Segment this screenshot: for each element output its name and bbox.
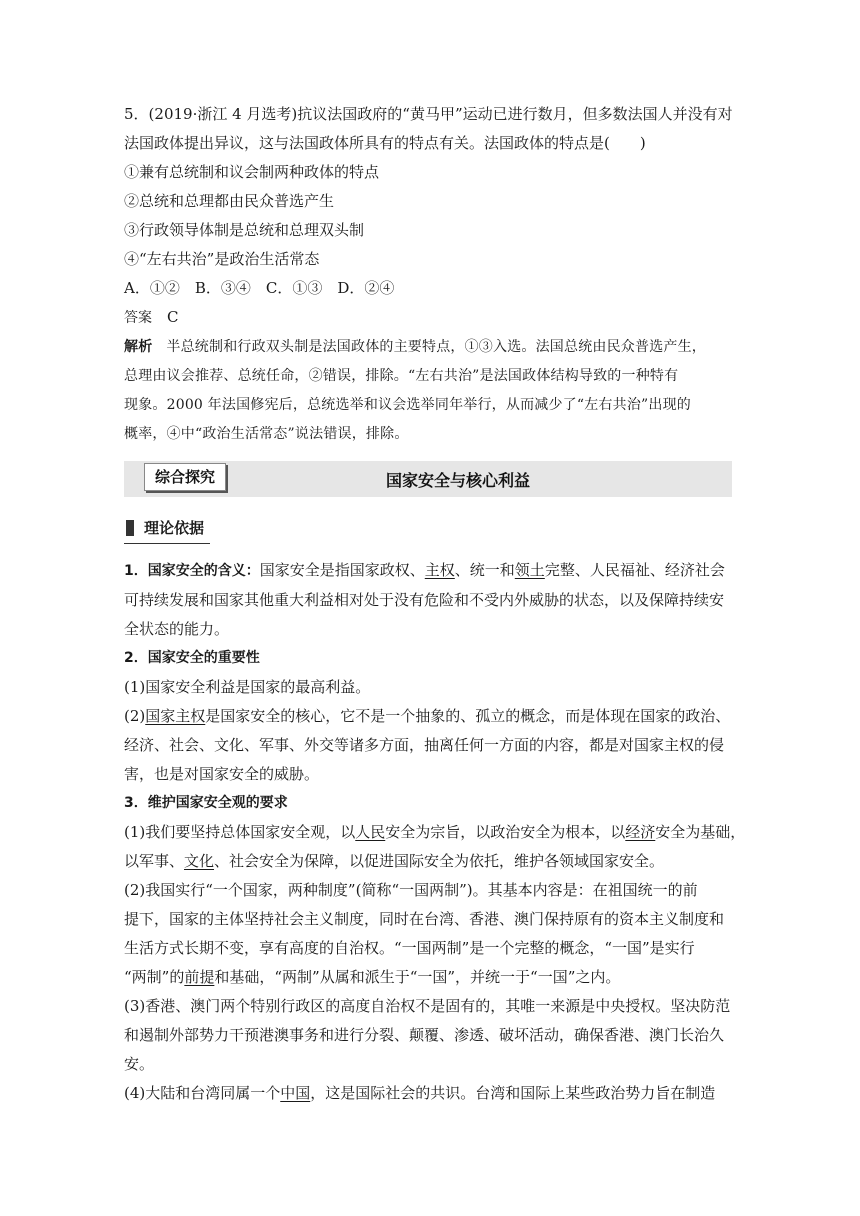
point-3-1-line-1 xyxy=(124,818,746,847)
text: 以军事、 xyxy=(124,852,185,870)
text: 安全为基础， xyxy=(655,823,746,841)
explanation-label: 解析 xyxy=(124,339,153,355)
point-3-3-line-1: (3)香港、澳门两个特别行政区的高度自治权不是固有的，其唯一来源是中央授权。坚决防范 xyxy=(124,997,731,1015)
point-1-label: 1．国家安全的含义： xyxy=(124,563,260,579)
point-2-1: (1)国家安全利益是国家的最高利益。 xyxy=(124,678,371,696)
page-content xyxy=(124,100,746,1108)
underlined-term: 人民 xyxy=(355,823,386,841)
underlined-term: 前提 xyxy=(184,968,215,986)
question-item-2: ②总统和总理都由民众普选产生 xyxy=(124,192,335,210)
point-2-2-line-1 xyxy=(124,702,736,731)
text: (4)大陆和台湾同属一个 xyxy=(124,1084,281,1102)
point-1-line-3: 全状态的能力。 xyxy=(124,620,230,638)
answer-options: A．①② B．③④ C．①③ D．②④ xyxy=(124,279,395,297)
underlined-term: 经济 xyxy=(625,823,656,841)
answer-line xyxy=(124,303,736,333)
point-3-2-line-3: 生活方式长期不变，享有高度的自治权。“一国两制”是一个完整的概念，“一国”是实行 xyxy=(124,939,695,957)
text: 、统一和 xyxy=(454,561,515,579)
point-1-line-2: 可持续发展和国家其他重大利益相对处于没有危险和不受内外威胁的状态，以及保障持续安 xyxy=(124,591,725,609)
text: 完整、人民福祉、经济社会 xyxy=(544,561,725,579)
text: 和基础，“两制”从属和派生于“一国”，并统一于“一国”之内。 xyxy=(214,968,621,986)
section-title: 理论依据 xyxy=(144,519,205,537)
question-stem-line-1: 5．(2019·浙江 4 月选考)抗议法国政府的“黄马甲”运动已进行数月，但多数法国人并没有对 xyxy=(124,105,733,123)
question-item-1: ①兼有总统制和议会制两种政体的特点 xyxy=(124,163,380,181)
explanation xyxy=(124,333,736,449)
text: ，这是国际社会的共识。台湾和国际上某些政治势力旨在制造 xyxy=(310,1084,716,1102)
point-3-3-line-2: 和遏制外部势力干预港澳事务和进行分裂、颠覆、渗透、破坏活动，确保香港、澳门长治久 xyxy=(124,1026,725,1044)
question-stem-line-2: 法国政体提出异议，这与法国政体所具有的特点有关。法国政体的特点是( ) xyxy=(124,134,646,152)
question-item-4: ④“左右共治”是政治生活常态 xyxy=(124,250,320,268)
text: 安全为宗旨，以政治安全为根本，以 xyxy=(385,823,626,841)
underlined-term: 中国 xyxy=(280,1084,311,1102)
explanation-line-1: 半总统制和行政双头制是法国政体的主要特点，①③入选。法国总统由民众普选产生， xyxy=(166,339,707,355)
explanation-line-2: 总理由议会推荐、总统任命，②错误，排除。“左右共治”是法国政体结构导致的一种特有 xyxy=(124,368,679,384)
banner-tab: 综合探究 xyxy=(144,463,226,491)
text: 、社会安全为保障，以促进国际安全为依托，维护各领域国家安全。 xyxy=(214,852,665,870)
point-2-2-line-3: 害，也是对国家安全的威胁。 xyxy=(124,765,320,783)
point-3-label: 3．维护国家安全观的要求 xyxy=(124,795,288,811)
underlined-term: 文化 xyxy=(184,852,215,870)
point-2-2-line-2: 经济、社会、文化、军事、外交等诸多方面，抽离任何一方面的内容，都是对国家主权的侵 xyxy=(124,736,725,754)
text: (2) xyxy=(124,707,146,725)
underlined-term: 领土 xyxy=(514,561,545,579)
answer-label: 答案 xyxy=(124,310,152,326)
point-3-2-line-2: 提下，国家的主体坚持社会主义制度，同时在台湾、香港、澳门保持原有的资本主义制度和 xyxy=(124,910,725,928)
text: 国家安全是指国家政权、 xyxy=(259,561,425,579)
point-3-1-line-2 xyxy=(124,847,736,876)
point-3-2-line-4 xyxy=(124,963,736,992)
banner-title: 国家安全与核心利益 xyxy=(385,471,530,490)
point-3-2-line-1: (2)我国实行“一个国家，两种制度”(简称“一国两制”)。其基本内容是：在祖国统一的前 xyxy=(124,881,698,899)
underlined-term: 主权 xyxy=(424,561,455,579)
point-3-4-line-1 xyxy=(124,1079,736,1108)
text: (1)我们要坚持总体国家安全观，以 xyxy=(124,823,356,841)
text: “两制”的 xyxy=(124,968,185,986)
question-item-3: ③行政领导体制是总统和总理双头制 xyxy=(124,221,365,239)
point-2-label: 2．国家安全的重要性 xyxy=(124,650,260,666)
section-marker-icon xyxy=(126,520,134,536)
underlined-term: 国家主权 xyxy=(145,707,206,725)
section-heading xyxy=(124,515,210,544)
topic-banner xyxy=(124,461,732,497)
point-3-3-line-3: 安。 xyxy=(124,1055,155,1073)
point-1-line-1 xyxy=(124,556,736,586)
explanation-line-3: 现象。2000 年法国修宪后，总统选举和议会选举同年举行，从而减少了“左右共治”出现的 xyxy=(124,397,691,413)
answer-value: C xyxy=(167,308,179,326)
explanation-line-4: 概率，④中“政治生活常态”说法错误，排除。 xyxy=(124,426,409,442)
text: 是国家安全的核心，它不是一个抽象的、孤立的概念，而是体现在国家的政治、 xyxy=(205,707,731,725)
